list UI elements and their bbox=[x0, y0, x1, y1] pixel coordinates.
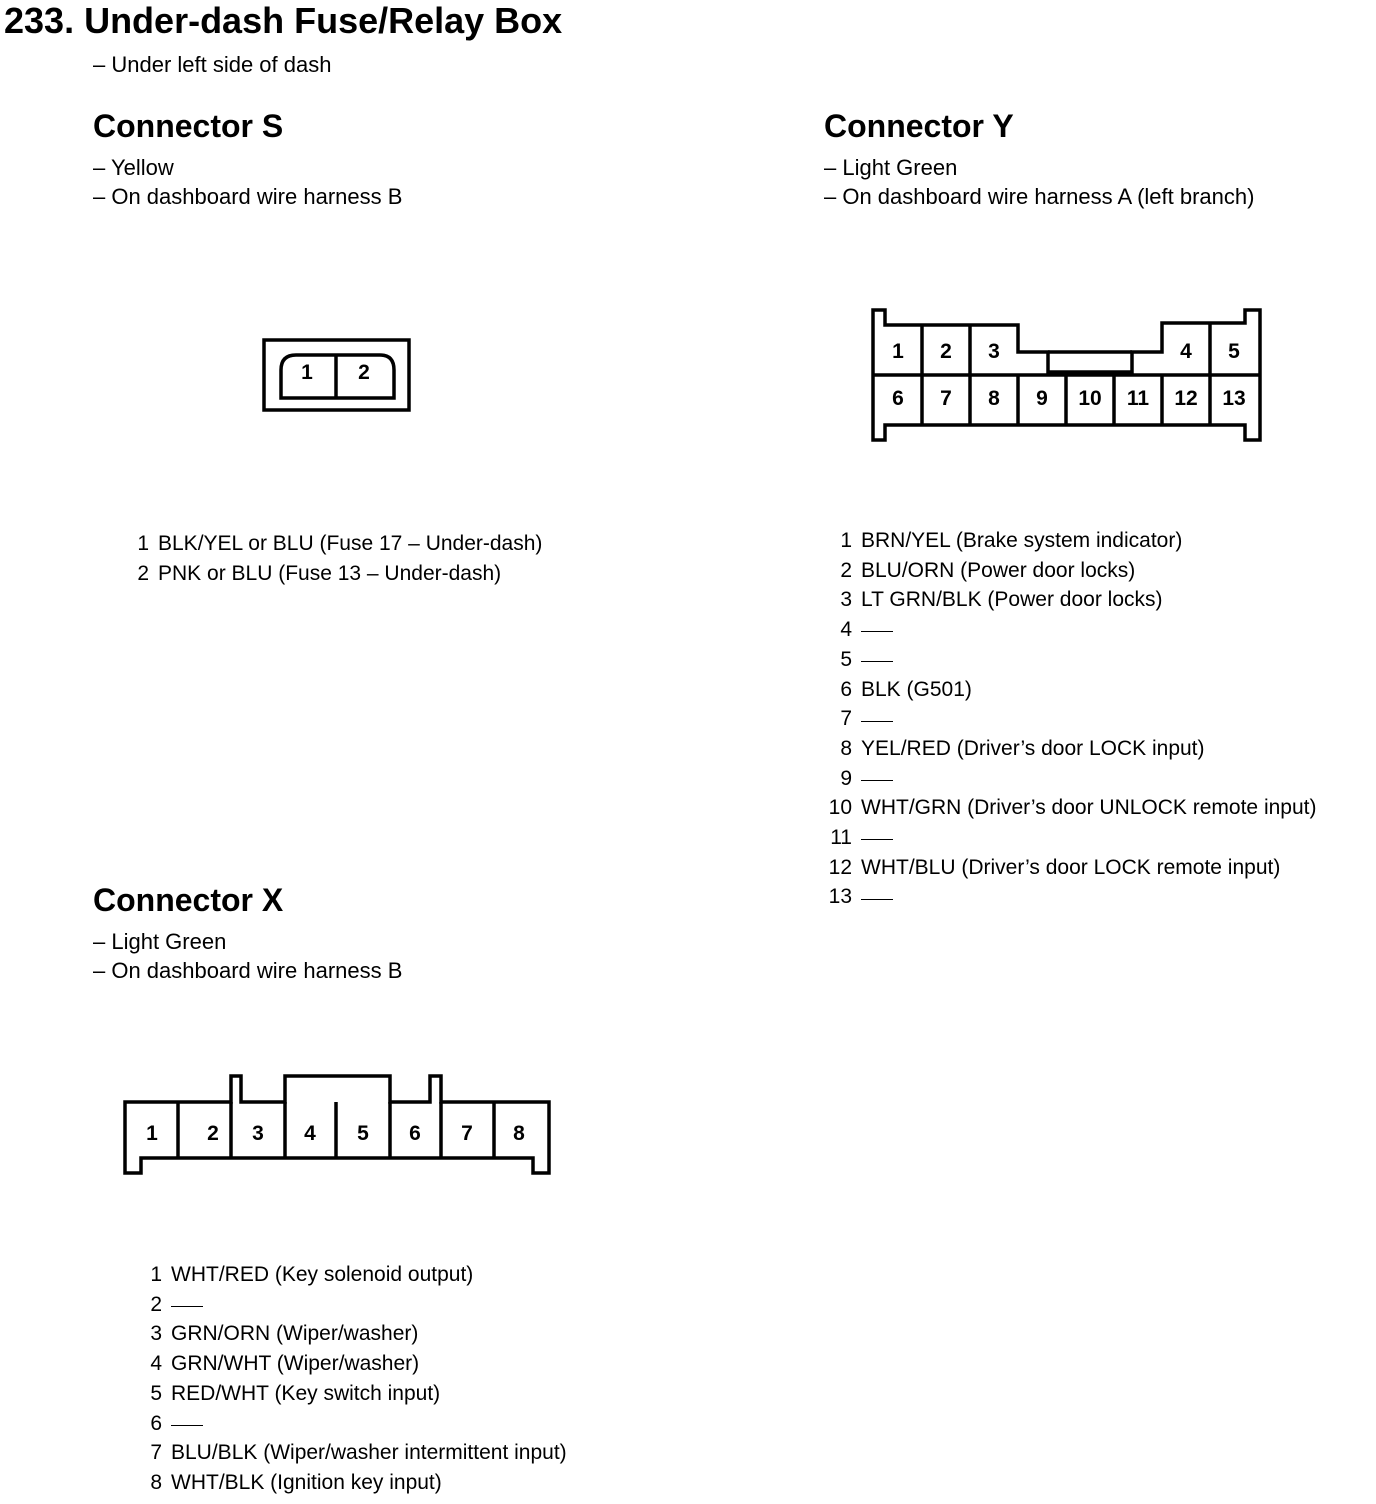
pin-description: WHT/RED (Key solenoid output) bbox=[171, 1263, 474, 1286]
pin-row bbox=[826, 823, 1316, 853]
connector-y-cavity-label: 9 bbox=[1036, 387, 1048, 410]
connector-x-cavity-label: 2 bbox=[207, 1122, 219, 1145]
connector-x-cavity-label: 8 bbox=[513, 1122, 525, 1145]
pin-number: 13 bbox=[828, 885, 852, 909]
pin-number: 5 bbox=[840, 647, 852, 671]
connector-y-cavity-label: 10 bbox=[1078, 387, 1102, 410]
pin-row bbox=[826, 704, 1316, 734]
pin-number: 1 bbox=[840, 529, 852, 552]
connector-y-cavity-label: 5 bbox=[1228, 340, 1240, 363]
connector-y-cavity-label: 8 bbox=[988, 387, 1000, 410]
pin-row bbox=[826, 853, 1316, 883]
pin-number: 1 bbox=[150, 1263, 162, 1286]
connector-s-location: – On dashboard wire harness B bbox=[93, 184, 403, 209]
pin-number: 7 bbox=[840, 707, 852, 731]
pin-row bbox=[826, 793, 1316, 823]
pin-row bbox=[143, 1319, 567, 1349]
connector-x-cavity-label: 6 bbox=[409, 1122, 421, 1145]
connector-y-drawing bbox=[873, 310, 1260, 440]
pin-number: 8 bbox=[840, 736, 852, 760]
connector-s-cavity-label: 1 bbox=[301, 361, 313, 384]
connector-s-drawing bbox=[264, 340, 409, 410]
connector-x-cavity-label: 3 bbox=[252, 1122, 264, 1145]
connector-x-cavity-label: 4 bbox=[304, 1122, 316, 1145]
pin-row bbox=[826, 645, 1316, 675]
pin-row bbox=[130, 559, 542, 589]
connector-x-drawing bbox=[125, 1076, 549, 1173]
unused-pin-dash bbox=[861, 899, 893, 900]
pin-number: 4 bbox=[840, 618, 852, 642]
pin-number: 9 bbox=[840, 766, 852, 790]
pin-number: 10 bbox=[828, 796, 852, 820]
pin-row bbox=[143, 1379, 567, 1409]
connector-x-location: – On dashboard wire harness B bbox=[93, 958, 403, 983]
pin-row bbox=[143, 1468, 567, 1498]
connector-s-pin-list bbox=[130, 529, 542, 588]
pin-row bbox=[826, 675, 1316, 705]
pin-number: 8 bbox=[150, 1470, 162, 1494]
pin-row bbox=[826, 556, 1316, 586]
pin-description: WHT/BLU (Driver’s door LOCK remote input) bbox=[861, 855, 1281, 879]
pin-number: 12 bbox=[828, 855, 852, 879]
connector-y-cavity-label: 3 bbox=[988, 340, 1000, 363]
pin-row bbox=[143, 1438, 567, 1468]
connector-x-cavity-label: 7 bbox=[461, 1122, 473, 1145]
connector-s-title: Connector S bbox=[93, 108, 284, 144]
pin-description: LT GRN/BLK (Power door locks) bbox=[861, 588, 1163, 612]
pin-number: 7 bbox=[150, 1441, 162, 1465]
connector-y-title: Connector Y bbox=[824, 108, 1014, 144]
pin-description: BLU/BLK (Wiper/washer intermittent input) bbox=[171, 1441, 567, 1465]
pin-number: 2 bbox=[137, 561, 149, 585]
pin-row bbox=[143, 1409, 567, 1439]
pin-number: 3 bbox=[840, 588, 852, 612]
pin-row bbox=[143, 1260, 567, 1290]
pin-row bbox=[826, 764, 1316, 794]
pin-description: GRN/ORN (Wiper/washer) bbox=[171, 1322, 419, 1346]
pin-row bbox=[826, 734, 1316, 764]
pin-description: BLK (G501) bbox=[861, 677, 972, 701]
connector-y-cavity-label: 11 bbox=[1126, 387, 1150, 410]
connector-s-color: – Yellow bbox=[93, 155, 174, 180]
connector-y-cavity-label: 1 bbox=[892, 340, 904, 363]
connector-y-cavity-label: 12 bbox=[1174, 387, 1198, 410]
connector-y-cavity-label: 2 bbox=[940, 340, 952, 363]
unused-pin-dash bbox=[861, 661, 893, 662]
pin-number: 5 bbox=[150, 1381, 162, 1405]
pin-row bbox=[130, 529, 542, 559]
pin-number: 2 bbox=[840, 558, 852, 582]
connector-y-cavity-label: 13 bbox=[1222, 387, 1246, 410]
pin-number: 2 bbox=[150, 1292, 162, 1316]
pin-number: 1 bbox=[137, 532, 149, 555]
pin-description: PNK or BLU (Fuse 13 – Under-dash) bbox=[158, 561, 502, 585]
unused-pin-dash bbox=[171, 1425, 203, 1426]
pin-number: 4 bbox=[150, 1352, 162, 1376]
pin-number: 6 bbox=[150, 1411, 162, 1435]
connector-y-cavity-label: 6 bbox=[892, 387, 904, 410]
unused-pin-dash bbox=[861, 780, 893, 781]
unused-pin-dash bbox=[861, 721, 893, 722]
pin-number: 3 bbox=[150, 1322, 162, 1346]
pin-number: 11 bbox=[830, 826, 852, 850]
pin-number: 6 bbox=[840, 677, 852, 701]
pin-description: BRN/YEL (Brake system indicator) bbox=[861, 529, 1183, 552]
page-title: 233. Under-dash Fuse/Relay Box bbox=[4, 0, 563, 41]
pin-row bbox=[826, 585, 1316, 615]
pin-description: BLK/YEL or BLU (Fuse 17 – Under-dash) bbox=[158, 532, 543, 555]
connector-x-cavity-label: 1 bbox=[146, 1122, 158, 1145]
connector-y-color: – Light Green bbox=[824, 155, 958, 180]
pin-row bbox=[826, 615, 1316, 645]
pin-row bbox=[826, 526, 1316, 556]
connector-x-cavity-label: 5 bbox=[357, 1122, 369, 1145]
unused-pin-dash bbox=[861, 839, 893, 840]
page-subtitle: – Under left side of dash bbox=[93, 52, 332, 77]
connector-x-color: – Light Green bbox=[93, 929, 227, 954]
connector-y-cavity-label: 7 bbox=[940, 387, 952, 410]
connector-y-cavity-label: 4 bbox=[1180, 340, 1192, 363]
pin-description: RED/WHT (Key switch input) bbox=[171, 1381, 441, 1405]
unused-pin-dash bbox=[171, 1306, 203, 1307]
pin-description: WHT/BLK (Ignition key input) bbox=[171, 1470, 442, 1494]
pin-description: GRN/WHT (Wiper/washer) bbox=[171, 1352, 420, 1376]
unused-pin-dash bbox=[861, 631, 893, 632]
connector-x-pin-list bbox=[143, 1260, 567, 1498]
pin-description: BLU/ORN (Power door locks) bbox=[861, 558, 1136, 582]
connector-y-location: – On dashboard wire harness A (left branch) bbox=[824, 184, 1255, 209]
connector-y-pin-list bbox=[826, 526, 1316, 912]
connector-x-title: Connector X bbox=[93, 882, 284, 918]
pin-description: WHT/GRN (Driver’s door UNLOCK remote input) bbox=[861, 796, 1317, 820]
pin-description: YEL/RED (Driver’s door LOCK input) bbox=[861, 736, 1205, 760]
pin-row bbox=[143, 1349, 567, 1379]
pin-row bbox=[826, 882, 1316, 912]
pin-row bbox=[143, 1290, 567, 1320]
connector-s-cavity-label: 2 bbox=[358, 361, 370, 384]
